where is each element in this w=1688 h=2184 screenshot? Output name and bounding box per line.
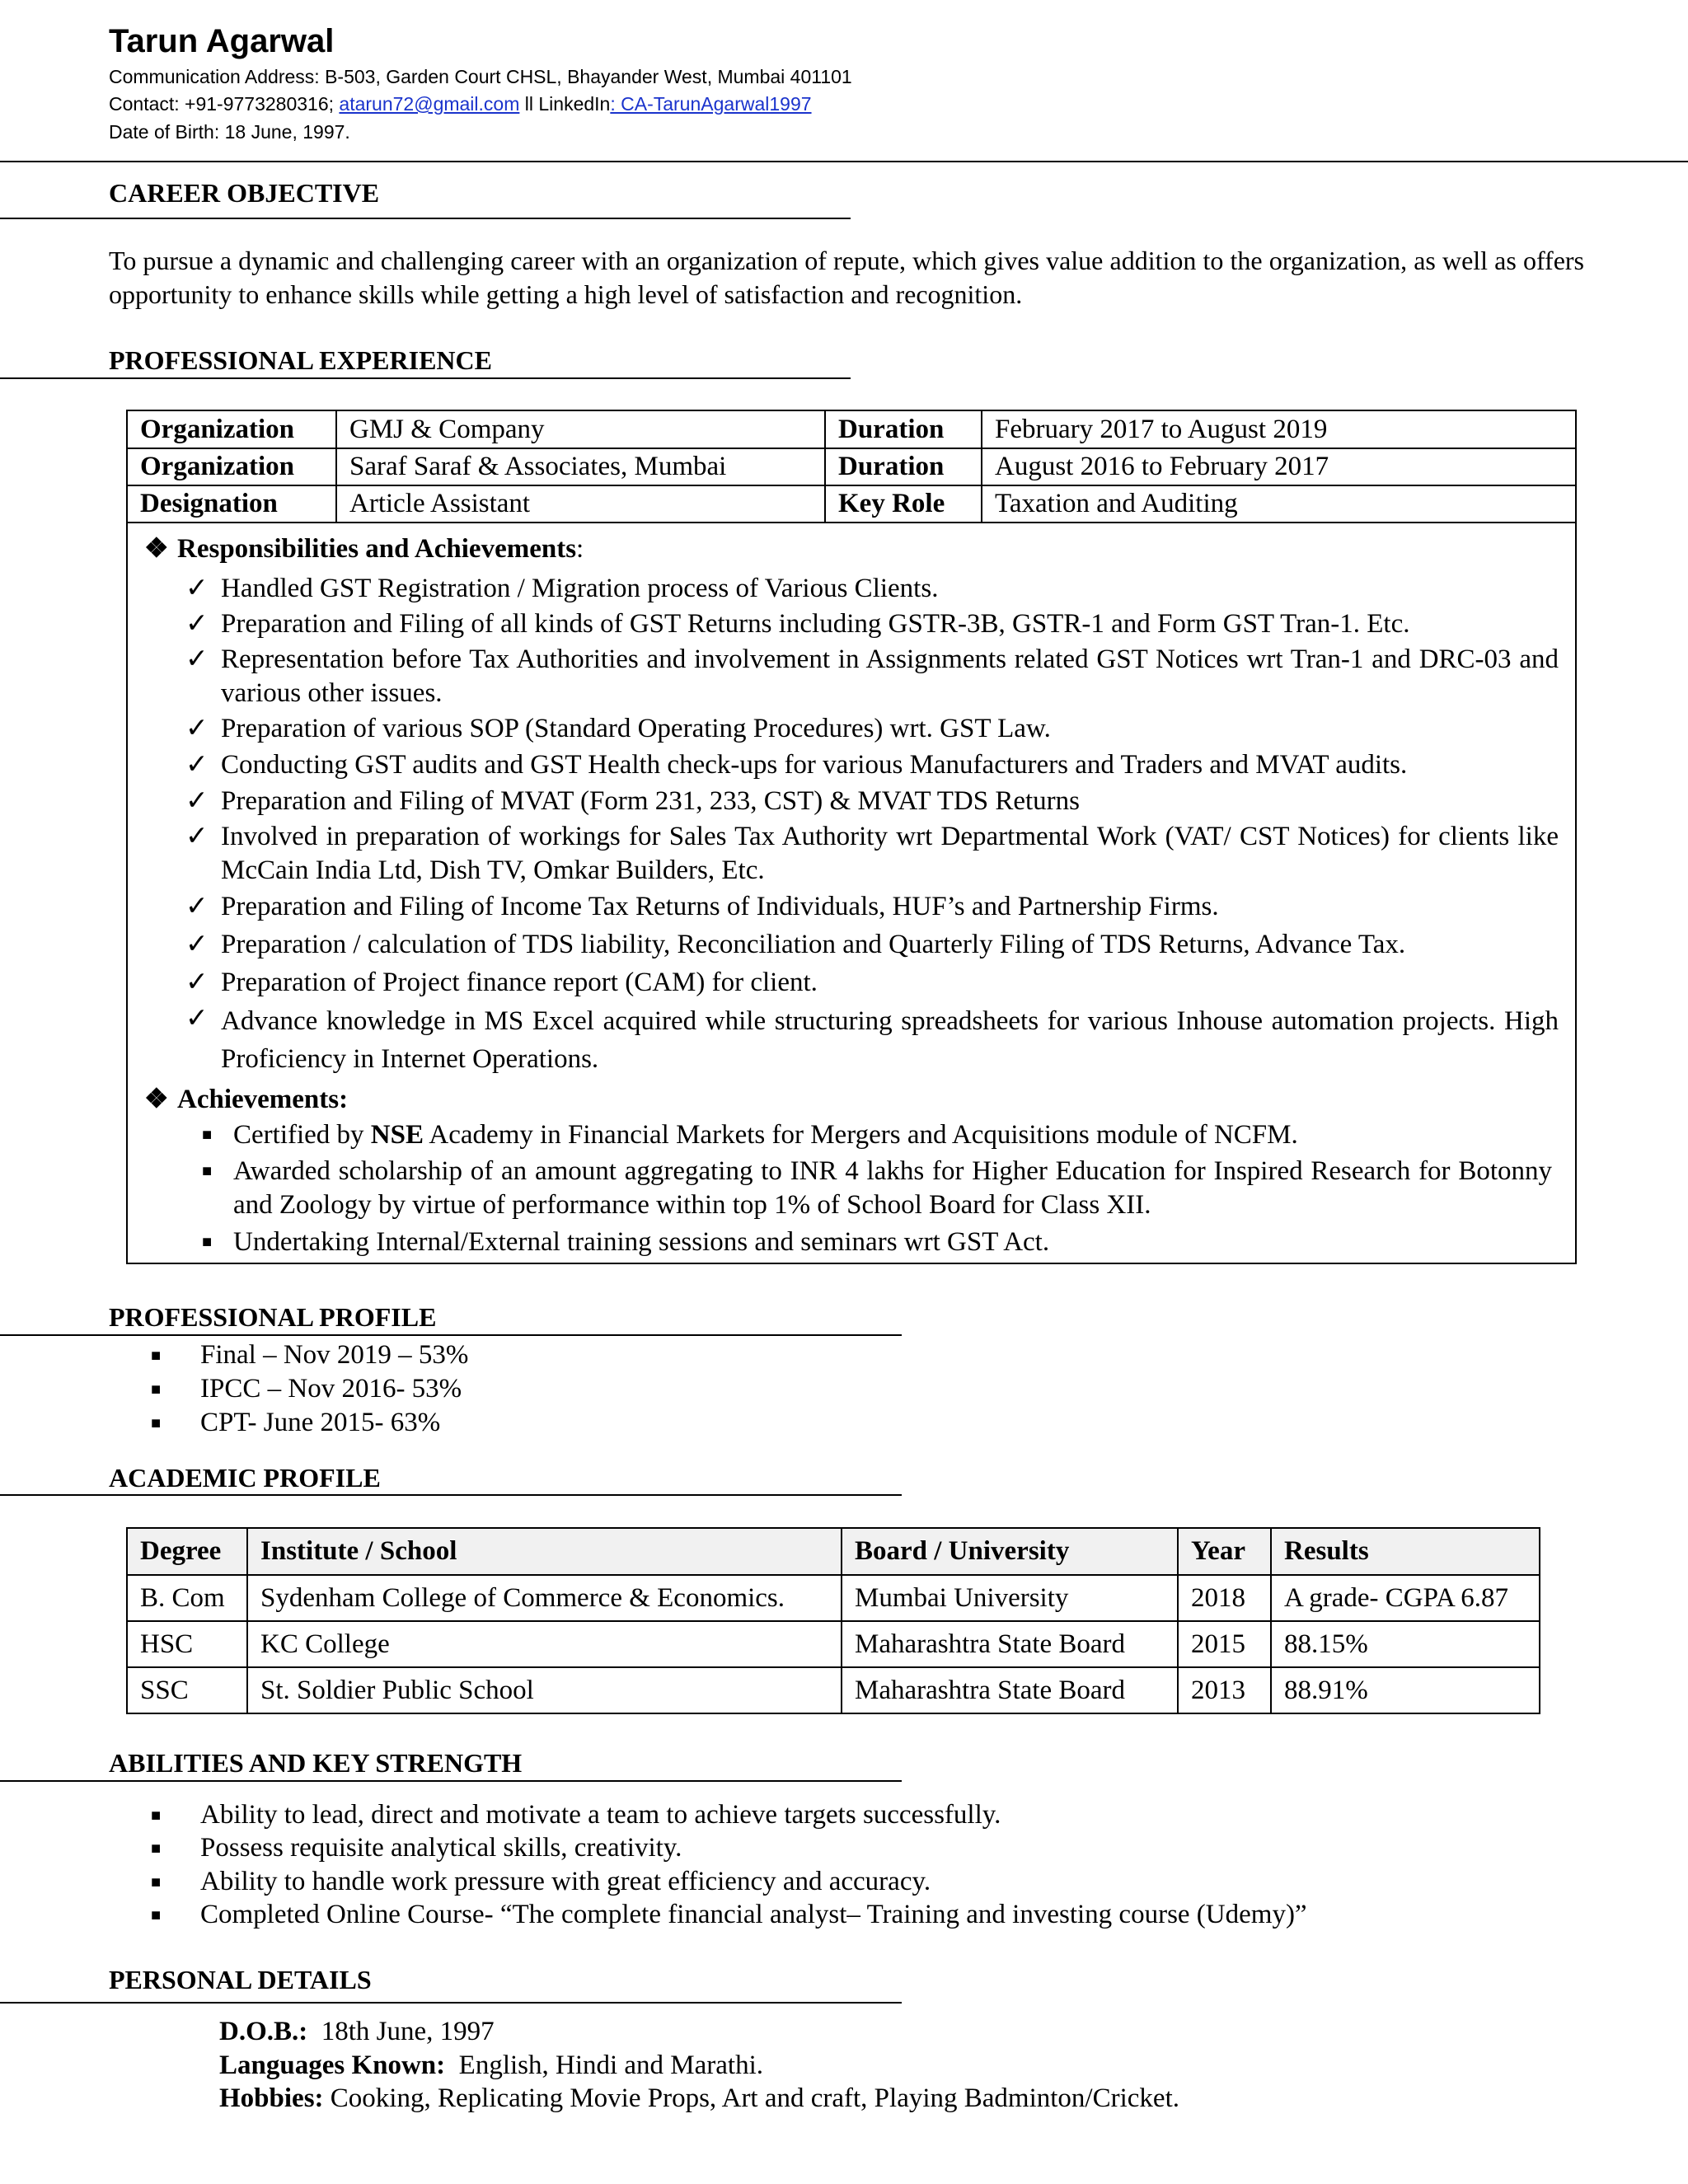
academic-table [126,1527,1540,1714]
table-cell: KC College [247,1621,842,1667]
experience-row [128,448,1575,485]
square-bullet-icon: ■ [202,1126,213,1144]
experience-value: Taxation and Auditing [982,485,1575,523]
column-header: Year [1178,1528,1271,1575]
table-row [127,1621,1540,1667]
check-icon: ✓ [185,714,209,743]
column-header: Degree [127,1528,247,1575]
section-divider [0,1334,902,1336]
table-cell: HSC [127,1621,247,1667]
list-item: ■ Final – Nov 2019 – 53% [151,1340,469,1370]
professional-experience-heading: PROFESSIONAL EXPERIENCE [109,345,492,375]
date-of-birth: Date of Birth: 18 June, 1997. [109,121,350,143]
table-cell: 2018 [1178,1575,1271,1621]
list-item: ■ Ability to lead, direct and motivate a team to achieve targets successfully. [151,1800,1001,1830]
square-bullet-icon: ■ [151,1347,162,1365]
academic-profile-heading: ACADEMIC PROFILE [109,1463,381,1493]
table-row [127,1575,1540,1621]
experience-label: Key Role [825,485,982,523]
personal-details-heading: PERSONAL DETAILS [109,1965,372,1994]
linkedin-label: ll LinkedIn [519,93,611,115]
diamond-bullet-icon: ❖ [144,534,169,564]
achievements-heading: ❖ Achievements: [144,1082,348,1115]
section-divider [0,1494,902,1496]
objective-text: To pursue a dynamic and challenging career with an organization of repute, which gives value addition to the organization, as well as offers opportunity to enhance skills while getting a high level of satisfaction and recognition. [109,246,1584,309]
candidate-name: Tarun Agarwal [109,23,335,59]
table-cell: 2015 [1178,1621,1271,1667]
experience-label: Organization [128,411,336,448]
experience-label: Duration [825,448,982,485]
diamond-bullet-icon: ❖ [144,1085,169,1114]
table-cell: Maharashtra State Board [842,1621,1178,1667]
table-cell: Mumbai University [842,1575,1178,1621]
section-divider [0,218,851,219]
experience-value: August 2016 to February 2017 [982,448,1575,485]
check-icon: ✓ [185,750,209,780]
experience-value: GMJ & Company [336,411,825,448]
experience-table [128,411,1575,523]
abilities-heading: ABILITIES AND KEY STRENGTH [109,1748,523,1778]
table-cell: SSC [127,1667,247,1713]
column-header: Board / University [842,1528,1178,1575]
check-icon: ✓ [185,968,209,997]
check-icon: ✓ [185,930,209,959]
check-icon: ✓ [185,1004,209,1033]
section-divider [0,1780,902,1782]
table-cell: 88.91% [1271,1667,1540,1713]
experience-value: February 2017 to August 2019 [982,411,1575,448]
check-icon: ✓ [185,786,209,816]
table-cell: A grade- CGPA 6.87 [1271,1575,1540,1621]
table-cell: Sydenham College of Commerce & Economics. [247,1575,842,1621]
list-item: ■ CPT- June 2015- 63% [151,1408,441,1437]
table-cell: B. Com [127,1575,247,1621]
communication-address: Communication Address: B-503, Garden Court CHSL, Bhayander West, Mumbai 401101 [109,66,852,87]
experience-value: Article Assistant [336,485,825,523]
experience-label: Organization [128,448,336,485]
experience-label: Designation [128,485,336,523]
career-objective-heading: CAREER OBJECTIVE [109,178,380,208]
check-icon: ✓ [185,609,209,639]
email-link[interactable]: atarun72@gmail.com [339,93,520,115]
experience-row [128,411,1575,448]
experience-box: Organization GMJ & Company Duration February 2017 to August 2019 Organization Saraf Saraf & Associates, Mumbai Duration August 2016 to February 2017 Designation Article Assistant Key Role Taxation and Auditing ❖ Responsibilities and Achievements: ✓ Handled GST Registration / Migration process of Various Clients. ✓ Preparation and Filing of all kinds of GST Returns including GSTR-3B, GSTR-1 and Form GST Tran-1. Etc. ✓ Representation before Tax Authorities and involvement in Assignments related GST Notices wrt Tran-1 and DRC-03 and various other issues. ✓ Preparation of various SOP (Standard Operating Procedures) wrt. GST Law. ✓ Conducting GST audits and GST Health check-ups for various Manufacturers and Traders and MVAT audits. ✓ Preparation and Filing of MVAT (Form 231, 233, CST) & MVAT TDS Returns ✓ Involved in preparation of workings for Sales Tax Authority wrt Departmental Work (VAT/ CST Notices) for clients like McCain India Ltd, Dish TV, Omkar Builders, Etc. ✓ Preparation and Filing of Income Tax Returns of Individuals, HUF’s and Partnership Firms. ✓ Preparation / calculation of TDS liability, Reconciliation and Quarterly Filing of TDS Returns, Advance Tax. ✓ Preparation of Project finance report (CAM) for client. ✓ Advance knowledge in MS Excel acquired while structuring spreadsheets for various Inhouse automation projects. High Proficiency in Internet Operations. ❖ Achievements: ■ Certified by NSE Academy in Financial Markets for Mergers and Acquisitions module of NCFM. ■ Awarded scholarship of an amount aggregating to INR 4 lakhs for Higher Education for Inspired Research for Botonny and Zoology by virtue of performance within top 1% of School Board for Class XII. ■ Undertaking Internal/External training sessions and seminars wrt GST Act. [126,410,1577,1264]
square-bullet-icon: ■ [151,1873,162,1891]
square-bullet-icon: ■ [151,1840,162,1858]
experience-row [128,485,1575,523]
square-bullet-icon: ■ [151,1380,162,1399]
table-cell: Maharashtra State Board [842,1667,1178,1713]
personal-languages: Languages Known: English, Hindi and Marathi. [219,2050,764,2080]
experience-value: Saraf Saraf & Associates, Mumbai [336,448,825,485]
header-divider [0,161,1688,162]
square-bullet-icon: ■ [151,1414,162,1432]
column-header: Institute / School [247,1528,842,1575]
linkedin-link[interactable]: : CA-TarunAgarwal1997 [610,93,812,115]
contact-line [109,93,812,115]
square-bullet-icon: ■ [151,1807,162,1825]
list-item: ■ Possess requisite analytical skills, creativity. [151,1833,682,1863]
check-icon: ✓ [185,644,209,674]
table-cell: 2013 [1178,1667,1271,1713]
table-cell: 88.15% [1271,1621,1540,1667]
list-item: ■ IPCC – Nov 2016- 53% [151,1374,462,1404]
table-row [127,1667,1540,1713]
personal-hobbies: Hobbies: Cooking, Replicating Movie Props, Art and craft, Playing Badminton/Cricket. [219,2083,1179,2113]
check-icon: ✓ [185,822,209,851]
square-bullet-icon: ■ [202,1233,213,1251]
check-icon: ✓ [185,574,209,603]
table-cell: St. Soldier Public School [247,1667,842,1713]
list-item: ■ Ability to handle work pressure with great efficiency and accuracy. [151,1867,931,1896]
list-item: ■ Completed Online Course- “The complete financial analyst– Training and investing course (Udemy)” [151,1900,1307,1929]
phone-text: Contact: +91-9773280316; [109,93,340,115]
professional-profile-heading: PROFESSIONAL PROFILE [109,1302,437,1332]
square-bullet-icon: ■ [202,1162,213,1180]
responsibilities-heading: ❖ Responsibilities and Achievements: [144,532,584,565]
personal-dob: D.O.B.: 18th June, 1997 [219,2017,495,2046]
check-icon: ✓ [185,892,209,921]
column-header: Results [1271,1528,1540,1575]
table-header-row [127,1528,1540,1575]
section-divider [0,2002,902,2004]
square-bullet-icon: ■ [151,1906,162,1924]
section-divider [0,377,851,379]
experience-label: Duration [825,411,982,448]
